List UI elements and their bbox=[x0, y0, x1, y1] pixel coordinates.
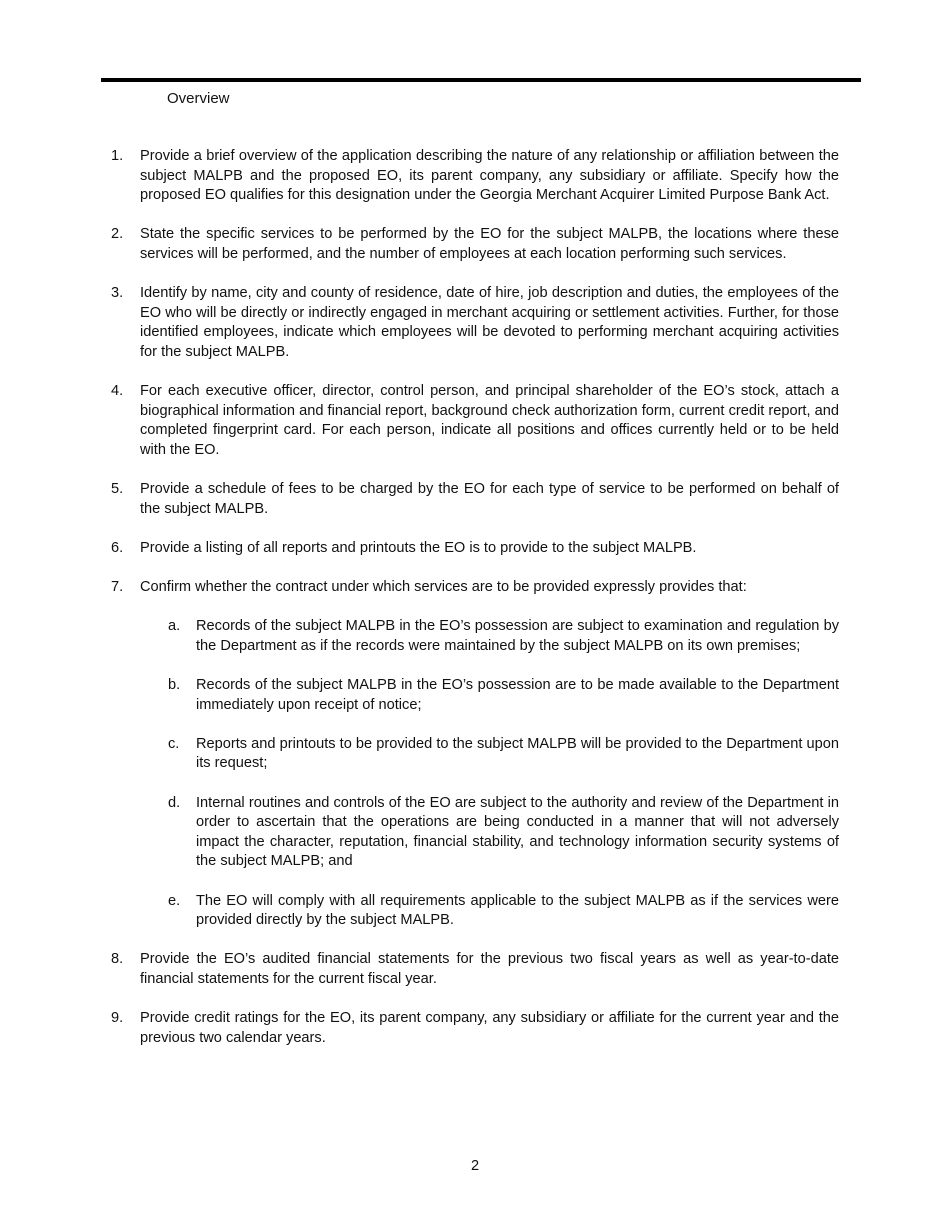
sub-item-a bbox=[140, 617, 839, 656]
item-text: Provide credit ratings for the EO, its parent company, any subsidiary or affiliate for the current year and the previous two calendar years. bbox=[140, 1010, 839, 1046]
sub-item-letter: e. bbox=[168, 892, 181, 909]
item-text: Provide a listing of all reports and printouts the EO is to provide to the subject MALPB. bbox=[140, 539, 697, 556]
item-text: State the specific services to be performed by the EO for the subject MALPB, the locations where these services will be performed, and the number of employees at each location performing such services. bbox=[140, 226, 839, 262]
header-rule bbox=[101, 78, 861, 82]
section-title: Overview bbox=[167, 90, 230, 107]
list-item-9 bbox=[101, 1009, 839, 1048]
sub-item-letter: a. bbox=[168, 618, 181, 635]
item-text: For each executive officer, director, control person, and principal shareholder of the EO’s stock, attach a biographical information and financial report, background check authorization form, current credit report, and completed fingerprint card. For each person, indicate all positions and offices currently held or to be held with the EO. bbox=[140, 383, 839, 458]
list-item-1 bbox=[101, 147, 839, 206]
sub-item-text: Records of the subject MALPB in the EO’s possession are to be made available to the Department immediately upon receipt of notice; bbox=[196, 677, 839, 713]
list-item-8 bbox=[101, 950, 839, 989]
sub-item-letter: d. bbox=[168, 794, 181, 811]
page-number: 2 bbox=[470, 1158, 480, 1174]
item-text: Provide a schedule of fees to be charged by the EO for each type of service to be performed on behalf of the subject MALPB. bbox=[140, 481, 839, 517]
list-item-5 bbox=[101, 480, 839, 519]
item-number: 1. bbox=[111, 148, 124, 164]
item-text: Identify by name, city and county of residence, date of hire, job description and duties, the employees of the EO who will be directly or indirectly engaged in merchant acquiring or settlement activities. Further, for those identified employees, indicate which employees will be devoted to performing merchant acquiring activities for the subject MALPB. bbox=[140, 285, 839, 360]
sub-item-letter: c. bbox=[168, 735, 180, 752]
item-text: Provide the EO’s audited financial statements for the previous two fiscal years as well as year-to-date financial statements for the current fiscal year. bbox=[140, 951, 839, 987]
list-item-7 bbox=[101, 578, 839, 931]
item-number: 8. bbox=[111, 951, 124, 968]
list-item-3 bbox=[101, 284, 839, 362]
list-item-4 bbox=[101, 382, 839, 460]
sub-item-text: Internal routines and controls of the EO are subject to the authority and review of the Department in order to ascertain that the operations are being conducted in a manner that will not adversely impact the character, reputation, financial stability, and technology information security systems of the subject MALPB; and bbox=[196, 794, 839, 870]
item-number: 9. bbox=[111, 1010, 124, 1027]
item-number: 6. bbox=[111, 539, 124, 556]
requirements-list bbox=[101, 147, 839, 1068]
sub-item-e bbox=[140, 892, 839, 931]
list-item-6 bbox=[101, 539, 839, 559]
list-item-2 bbox=[101, 225, 839, 264]
sub-item-b bbox=[140, 676, 839, 715]
sub-item-c bbox=[140, 735, 839, 774]
item-text: Confirm whether the contract under which services are to be provided expressly provides that: bbox=[140, 579, 747, 596]
sub-item-text: The EO will comply with all requirements applicable to the subject MALPB as if the services were provided directly by the subject MALPB. bbox=[196, 892, 839, 929]
sub-list bbox=[140, 617, 839, 931]
item-text: Provide a brief overview of the application describing the nature of any relationship or affiliation between the subject MALPB and the proposed EO, its parent company, any subsidiary or affiliate. Specify how the proposed EO qualifies for this designation under the Georgia Merchant Acquirer Limited Purpose Bank Act. bbox=[140, 148, 839, 204]
item-number: 3. bbox=[111, 285, 124, 302]
item-number: 5. bbox=[111, 481, 124, 498]
sub-item-text: Reports and printouts to be provided to the subject MALPB will be provided to the Department upon its request; bbox=[196, 735, 839, 772]
item-number: 7. bbox=[111, 579, 124, 596]
sub-item-letter: b. bbox=[168, 677, 181, 694]
item-number: 4. bbox=[111, 383, 124, 400]
sub-item-d bbox=[140, 794, 839, 872]
item-number: 2. bbox=[111, 226, 124, 243]
sub-item-text: Records of the subject MALPB in the EO’s possession are subject to examination and regulation by the Department as if the records were maintained by the subject MALPB on its own premises; bbox=[196, 618, 839, 654]
